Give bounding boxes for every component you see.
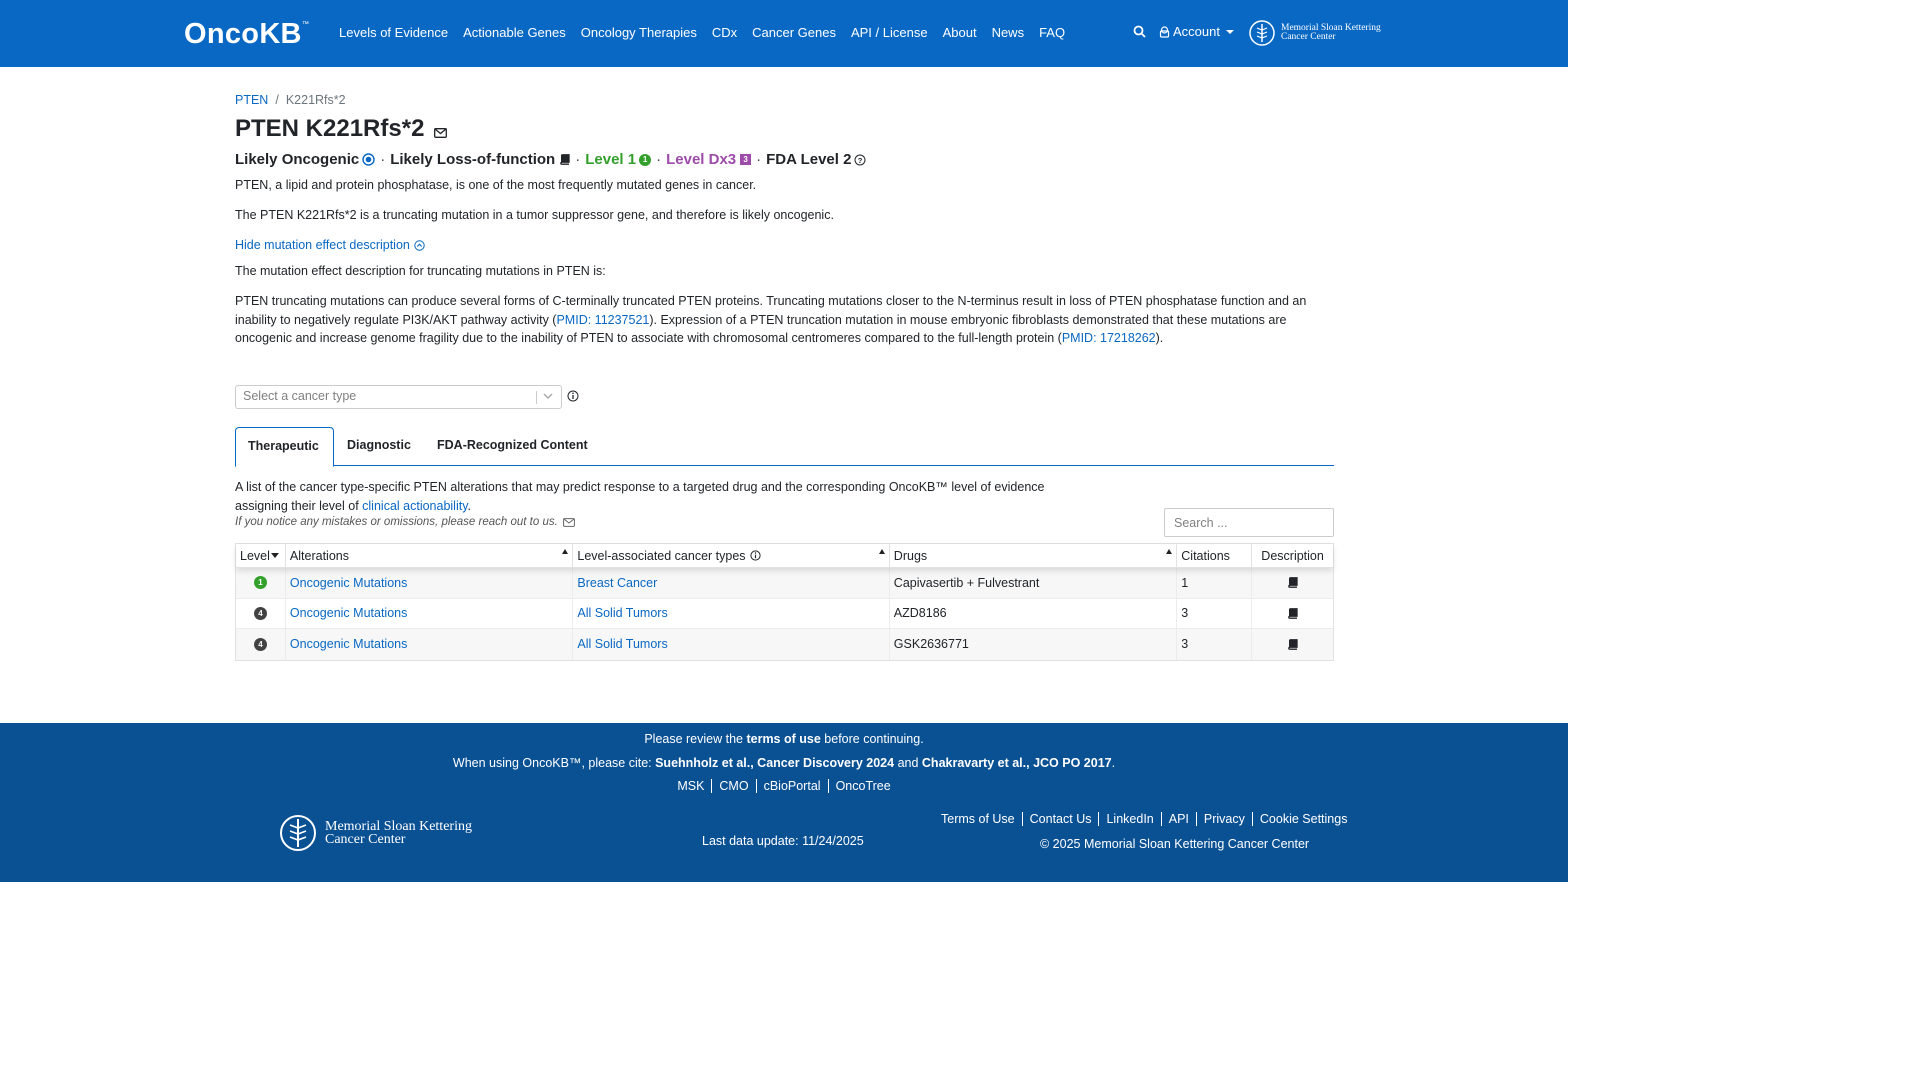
footer-link-oncotree[interactable]: OncoTree	[828, 779, 898, 793]
pmid-link-11237521[interactable]: PMID: 11237521	[556, 312, 650, 327]
svg-text:?: ?	[858, 155, 863, 165]
breadcrumb	[235, 93, 346, 107]
effect-text-1: PTEN truncating mutations can produce several forms of C-terminally truncated PTEN proteins. Truncating mutations closer to the N-terminus result in loss of PTEN phosphatase function and an inability to negatively regulate PI3K/AKT pathway activity (	[235, 294, 1307, 327]
copyright: © 2025 Memorial Sloan Kettering Cancer Center	[1040, 837, 1310, 851]
msk-header-logo[interactable]	[1249, 19, 1381, 47]
level-badge[interactable]: 1	[254, 576, 267, 589]
drug-name: AZD8186	[893, 606, 947, 621]
review-post: before continuing.	[820, 732, 924, 746]
alteration-link[interactable]: Oncogenic Mutations	[289, 637, 408, 652]
msk-emblem-icon	[1249, 19, 1275, 47]
chevron-down-icon	[542, 389, 554, 403]
effect-text-2: ). Expression of a PTEN truncation mutation in mouse embryonic fibroblasts demonstrated that these mutations are oncogenic and increase genome fragility due to the inability of PTEN to associate with chromosomal centromeres compared to the full-length protein (	[235, 312, 1287, 345]
effect-text-3: ).	[1155, 331, 1164, 345]
col-drugs-label: Drugs	[893, 548, 928, 563]
therapeutic-description-end: .	[467, 498, 472, 513]
envelope-icon[interactable]	[563, 518, 575, 527]
cite-and: and	[894, 756, 922, 770]
search-icon[interactable]	[1133, 25, 1147, 39]
level-badge[interactable]: 4	[254, 638, 267, 651]
table-body	[236, 568, 1333, 660]
sort-asc-icon	[562, 549, 568, 554]
nav-links	[339, 25, 1080, 40]
footer-privacy[interactable]: Privacy	[1196, 812, 1252, 826]
therapeutic-description-text: A list of the cancer type-specific PTEN alterations that may predict response to a targeted drug and the corresponding OncoKB™ level of evidence assigning their level of	[235, 480, 1045, 513]
col-description-label: Description	[1261, 548, 1324, 563]
user-icon	[1159, 26, 1170, 38]
therapeutic-description	[235, 478, 1095, 515]
level-1-badge: 1	[639, 154, 651, 166]
citation-count[interactable]: 3	[1181, 637, 1189, 652]
col-cancer-types-label: Level-associated cancer types	[577, 548, 746, 563]
nav-levels-of-evidence[interactable]: Levels of Evidence	[339, 25, 449, 40]
citation-count[interactable]: 1	[1181, 575, 1189, 590]
msk-name-line2: Cancer Center	[1281, 32, 1336, 42]
nav-cancer-genes[interactable]: Cancer Genes	[752, 25, 836, 40]
footer-link-cbioportal[interactable]: cBioPortal	[756, 779, 828, 793]
book-icon[interactable]	[1287, 639, 1298, 650]
col-level-label: Level	[240, 548, 270, 563]
tab-fda-recognized-content[interactable]: FDA-Recognized Content	[437, 438, 588, 452]
review-pre: Please review the	[644, 732, 747, 746]
breadcrumb-gene-link[interactable]: PTEN	[235, 93, 269, 107]
nav-faq[interactable]: FAQ	[1039, 25, 1066, 40]
sort-asc-icon	[1166, 549, 1172, 554]
col-alterations-label: Alterations	[289, 548, 349, 563]
nav-news[interactable]: News	[991, 25, 1025, 40]
footer-linkedin[interactable]: LinkedIn	[1098, 812, 1160, 826]
nav-actionable-genes[interactable]: Actionable Genes	[463, 25, 566, 40]
footer-contact-us[interactable]: Contact Us	[1022, 812, 1099, 826]
page-title-text: PTEN K221Rfs*2	[235, 115, 425, 142]
col-description	[1252, 544, 1333, 567]
therapeutic-table	[235, 543, 1334, 661]
footer-msk-line1: Memorial Sloan Kettering	[325, 819, 472, 834]
col-alterations[interactable]	[286, 544, 573, 567]
tab-diagnostic[interactable]: Diagnostic	[347, 438, 411, 452]
feedback-note-text: If you notice any mistakes or omissions, please reach out to us.	[235, 516, 558, 528]
book-icon[interactable]	[1287, 577, 1298, 588]
oncogenic-target-icon[interactable]	[362, 153, 375, 166]
book-icon[interactable]	[1287, 608, 1298, 619]
table-search-input[interactable]	[1164, 508, 1334, 537]
book-icon[interactable]	[559, 154, 570, 165]
meta-separator: ·	[656, 151, 662, 168]
account-label: Account	[1173, 24, 1220, 39]
col-citations-label: Citations	[1181, 548, 1230, 563]
msk-name-line1: Memorial Sloan Kettering	[1281, 23, 1381, 33]
col-level[interactable]	[236, 544, 286, 567]
alteration-link[interactable]: Oncogenic Mutations	[289, 575, 408, 590]
cancer-type-link[interactable]: All Solid Tumors	[577, 637, 668, 652]
hide-mutation-effect-label: Hide mutation effect description	[235, 238, 410, 252]
drug-name: Capivasertib + Fulvestrant	[893, 575, 1040, 590]
citation-link-chakravarty[interactable]: Chakravarty et al., JCO PO 2017	[921, 756, 1112, 770]
chevron-up-circle-icon	[414, 240, 425, 251]
question-circle-icon[interactable]	[854, 154, 866, 166]
msk-emblem-icon	[279, 812, 317, 854]
footer-partner-links	[0, 779, 1568, 793]
alteration-link[interactable]: Oncogenic Mutations	[289, 606, 408, 621]
nav-oncology-therapies[interactable]: Oncology Therapies	[580, 25, 697, 40]
level-badge[interactable]: 4	[254, 607, 267, 620]
drug-name: GSK2636771	[893, 637, 969, 652]
feedback-note	[235, 516, 575, 528]
nav-api-license[interactable]: API / License	[850, 25, 928, 40]
col-citations[interactable]	[1177, 544, 1252, 567]
breadcrumb-separator: /	[275, 93, 279, 107]
meta-separator: ·	[756, 151, 762, 168]
annotation-summary	[235, 151, 866, 168]
table-row	[236, 599, 1333, 630]
variant-summary: The PTEN K221Rfs*2 is a truncating mutation in a tumor suppressor gene, and therefore is likely oncogenic.	[235, 208, 834, 222]
oncokb-logo[interactable]: OncoKB™	[184, 18, 310, 50]
meta-separator: ·	[380, 151, 386, 168]
tab-bar	[235, 427, 1334, 466]
table-row	[236, 568, 1333, 599]
select-divider	[536, 391, 537, 404]
gene-summary: PTEN, a lipid and protein phosphatase, is one of the most frequently mutated genes in cancer.	[235, 178, 757, 192]
cancer-type-select[interactable]	[235, 385, 562, 409]
clinical-actionability-link[interactable]: clinical actionability	[362, 498, 468, 513]
terms-of-use-link[interactable]: terms of use	[746, 732, 821, 746]
footer	[0, 723, 1568, 882]
info-icon[interactable]	[750, 550, 761, 561]
highest-sensitive-level[interactable]: Level 1	[585, 151, 637, 168]
breadcrumb-alteration: K221Rfs*2	[285, 93, 346, 107]
table-row	[236, 629, 1333, 660]
col-drugs[interactable]	[890, 544, 1177, 567]
top-navbar	[0, 0, 1568, 67]
mutation-effect-label: Likely Loss-of-function	[390, 151, 556, 168]
sort-asc-icon	[879, 549, 885, 554]
caret-down-icon	[1226, 30, 1234, 34]
table-header	[236, 544, 1333, 568]
footer-terms-of-use[interactable]: Terms of Use	[941, 812, 1015, 826]
mutation-effect-description	[235, 292, 1335, 348]
nav-about[interactable]: About	[942, 25, 977, 40]
tab-therapeutic[interactable]: Therapeutic	[235, 427, 334, 467]
pmid-link-17218262[interactable]: PMID: 17218262	[1061, 331, 1156, 345]
citation-link-suehnholz[interactable]: Suehnholz et al., Cancer Discovery 2024	[655, 756, 895, 770]
hide-mutation-effect-link[interactable]	[235, 238, 425, 252]
meta-separator: ·	[575, 151, 581, 168]
sort-desc-icon	[271, 553, 279, 558]
footer-legal-links	[941, 812, 1354, 826]
envelope-icon[interactable]	[434, 128, 447, 138]
cancer-type-link[interactable]: Breast Cancer	[577, 575, 658, 590]
fda-level-label: FDA Level 2	[766, 151, 852, 168]
level-dx3-badge: 3	[740, 154, 751, 165]
info-icon[interactable]	[567, 390, 579, 402]
page-title	[235, 115, 447, 143]
footer-msk-line2: Cancer Center	[325, 832, 406, 847]
citation-count[interactable]: 3	[1181, 606, 1189, 621]
oncogenicity-label: Likely Oncogenic	[235, 151, 360, 168]
footer-link-cmo[interactable]: CMO	[711, 779, 755, 793]
cancer-type-link[interactable]: All Solid Tumors	[577, 606, 668, 621]
cite-end: .	[1111, 756, 1116, 770]
cite-pre: When using OncoKB™, please cite:	[452, 756, 656, 770]
citation-line	[0, 756, 1568, 770]
col-cancer-types[interactable]	[573, 544, 889, 567]
footer-cookie-settings[interactable]: Cookie Settings	[1252, 812, 1355, 826]
last-data-update: Last data update: 11/24/2025	[702, 834, 864, 848]
mutation-effect-intro: The mutation effect description for truncating mutations in PTEN is:	[235, 264, 606, 278]
account-menu[interactable]	[1159, 24, 1234, 39]
cancer-type-placeholder: Select a cancer type	[243, 389, 357, 403]
footer-link-msk[interactable]: MSK	[677, 779, 705, 793]
nav-cdx[interactable]: CDx	[711, 25, 738, 40]
footer-api[interactable]: API	[1161, 812, 1196, 826]
msk-footer-logo[interactable]	[279, 812, 472, 854]
terms-review-line	[0, 732, 1568, 746]
highest-diagnostic-level[interactable]: Level Dx3	[666, 151, 737, 168]
